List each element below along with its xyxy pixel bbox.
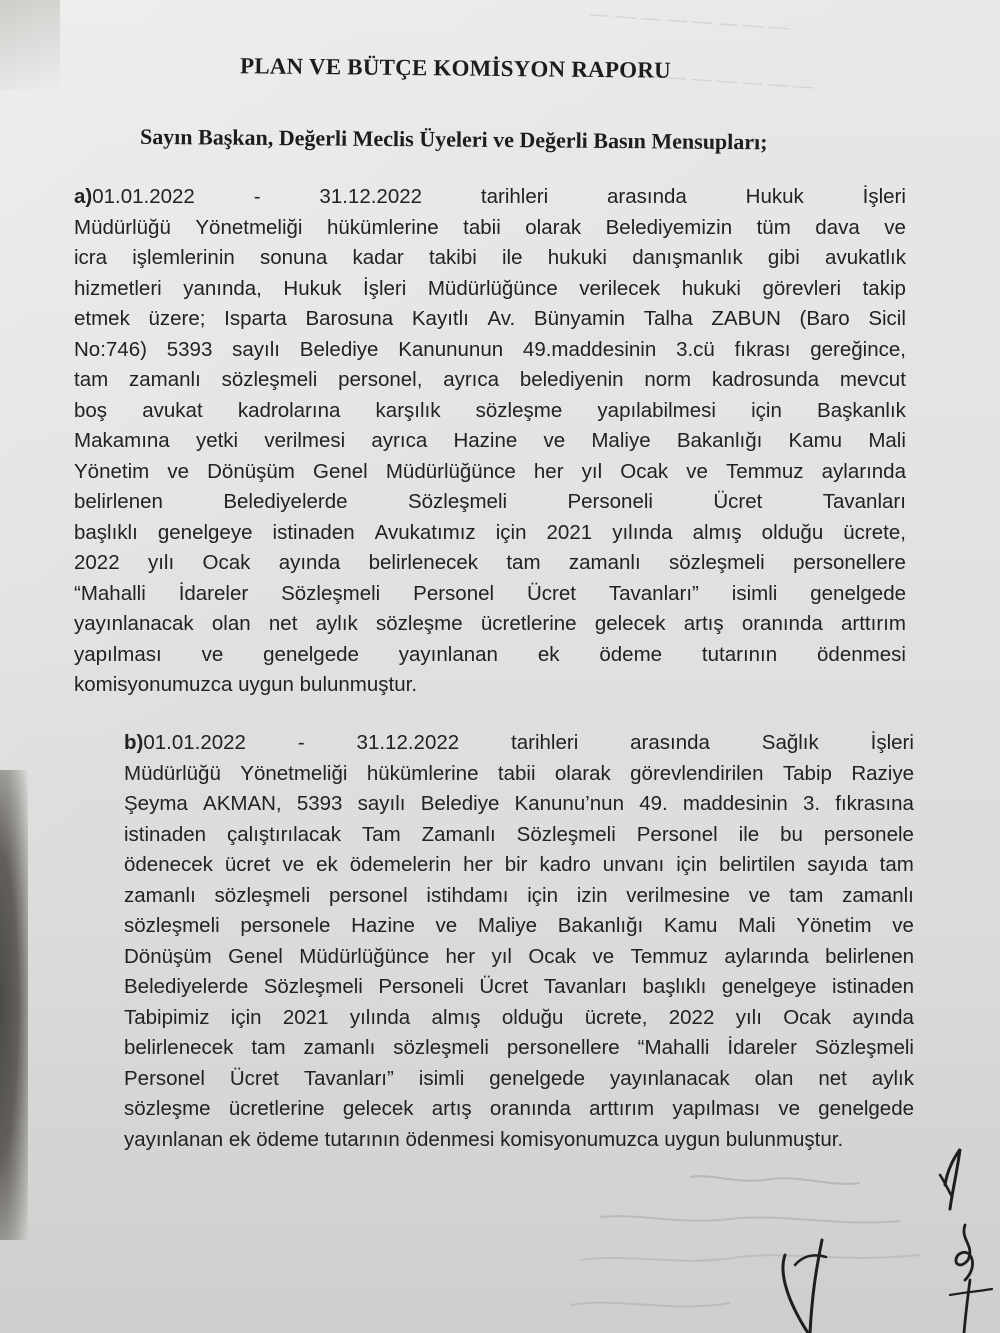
paragraph-line: boş avukat kadrolarına karşılık sözleşme yapılabilmesi için Başkanlık [74, 398, 906, 422]
paragraph-line: b)01.01.2022 - 31.12.2022 tarihleri arasında Sağlık İşleri [124, 731, 914, 754]
paragraph-lead: a) [74, 185, 93, 208]
paragraph-line: sözleşme ücretlerine gelecek artış oranında arttırım yapılması ve genelgede [124, 1097, 914, 1120]
handwritten-signatures [540, 1145, 1000, 1333]
paragraph-b [124, 728, 914, 1155]
paragraph-line: Personel Ücret Tavanları” isimli genelgede yayınlanacak olan net aylık [124, 1066, 914, 1090]
bleed-through: ― ― ― ― ― ― ― ― [589, 3, 790, 39]
paragraph-line: istinaden çalıştırılacak Tam Zamanlı Sözleşmeli Personel ile bu personele [124, 822, 914, 846]
paragraph-line: a)01.01.2022 - 31.12.2022 tarihleri arasında Hukuk İşleri [74, 185, 906, 208]
paragraph-line: Müdürlüğü Yönetmeliği hükümlerine tabii olarak Belediyemizin tüm dava ve [74, 215, 906, 239]
finger-shadow [0, 770, 28, 1240]
bleed-through: ― ― ― ― ― ― ― [639, 63, 814, 99]
document-title: PLAN VE BÜTÇE KOMİSYON RAPORU [239, 53, 672, 83]
paragraph-line: “Mahalli İdareler Sözleşmeli Personel Ücret Tavanları” isimli genelgede [74, 581, 906, 605]
paragraph-line: sözleşmeli personele Hazine ve Maliye Bakanlığı Kamu Mali Yönetim ve [124, 914, 914, 937]
paragraph-line: Yönetim ve Dönüşüm Genel Müdürlüğünce her yıl Ocak ve Temmuz aylarında [74, 459, 906, 483]
page-shadow [0, 0, 60, 90]
paragraph-line: başlıklı genelgeye istinaden Avukatımız için 2021 yılında almış olduğu ücrete, [74, 520, 906, 544]
paragraph-a [74, 182, 906, 701]
paragraph-line: Belediyelerde Sözleşmeli Personeli Ücret Tavanları başlıklı genelgeye istinaden [124, 975, 914, 998]
paragraph-line: No:746) 5393 sayılı Belediye Kanununun 49.maddesinin 3.cü fıkrası gereğince, [74, 337, 906, 361]
paragraph-line: ödenecek ücret ve ek ödemelerin her bir kadro unvanı için belirtilen sayıda tam [124, 853, 914, 876]
paragraph-line: etmek üzere; Isparta Barosuna Kayıtlı Av. Bünyamin Talha ZABUN (Baro Sicil [74, 307, 906, 330]
paragraph-line: Dönüşüm Genel Müdürlüğünce her yıl Ocak ve Temmuz aylarında belirlenen [124, 944, 914, 968]
paragraph-line: 2022 yılı Ocak ayında belirlenecek tam zamanlı sözleşmeli personellere [74, 551, 906, 574]
paragraph-line: tam zamanlı sözleşmeli personel, ayrıca belediyenin norm kadrosunda mevcut [74, 368, 906, 391]
paragraph-line: yayınlanan ek ödeme tutarının ödenmesi komisyonumuzca uygun bulunmuştur. [124, 1127, 844, 1151]
paragraph-line: icra işlemlerinin sonuna kadar takibi ile hukuki danışmanlık gibi avukatlık [74, 246, 906, 269]
salutation: Sayın Başkan, Değerli Meclis Üyeleri ve Değerli Basın Mensupları; [139, 123, 768, 155]
paragraph-line: Tabipimiz için 2021 yılında almış olduğu ücrete, 2022 yılı Ocak ayında [124, 1005, 914, 1029]
paragraph-line: komisyonumuzca uygun bulunmuştur. [74, 673, 418, 696]
paragraph-line: zamanlı sözleşmeli personel istihdamı için izin verilmesine ve tam zamanlı [124, 883, 914, 907]
paragraph-line: yayınlanacak olan net aylık sözleşme ücretlerine gelecek artış oranında arttırım [74, 612, 906, 635]
paragraph-line: belirlenecek tam zamanlı sözleşmeli personellere “Mahalli İdareler Sözleşmeli [124, 1036, 914, 1059]
paragraph-line: Müdürlüğü Yönetmeliği hükümlerine tabii olarak görevlendirilen Tabip Raziye [124, 761, 914, 785]
paragraph-lead: b) [124, 731, 144, 754]
paragraph-line: yapılması ve genelgede yayınlanan ek ödeme tutarının ödenmesi [74, 642, 906, 666]
paragraph-line: Şeyma AKMAN, 5393 sayılı Belediye Kanunu’nun 49. maddesinin 3. fıkrasına [124, 792, 914, 815]
paragraph-line: hizmetleri yanında, Hukuk İşleri Müdürlüğünce verilecek hukuki görevleri takip [74, 276, 906, 300]
paragraph-line: Makamına yetki verilmesi ayrıca Hazine ve Maliye Bakanlığı Kamu Mali [74, 429, 906, 452]
paragraph-line: belirlenen Belediyelerde Sözleşmeli Personeli Ücret Tavanları [74, 490, 906, 513]
